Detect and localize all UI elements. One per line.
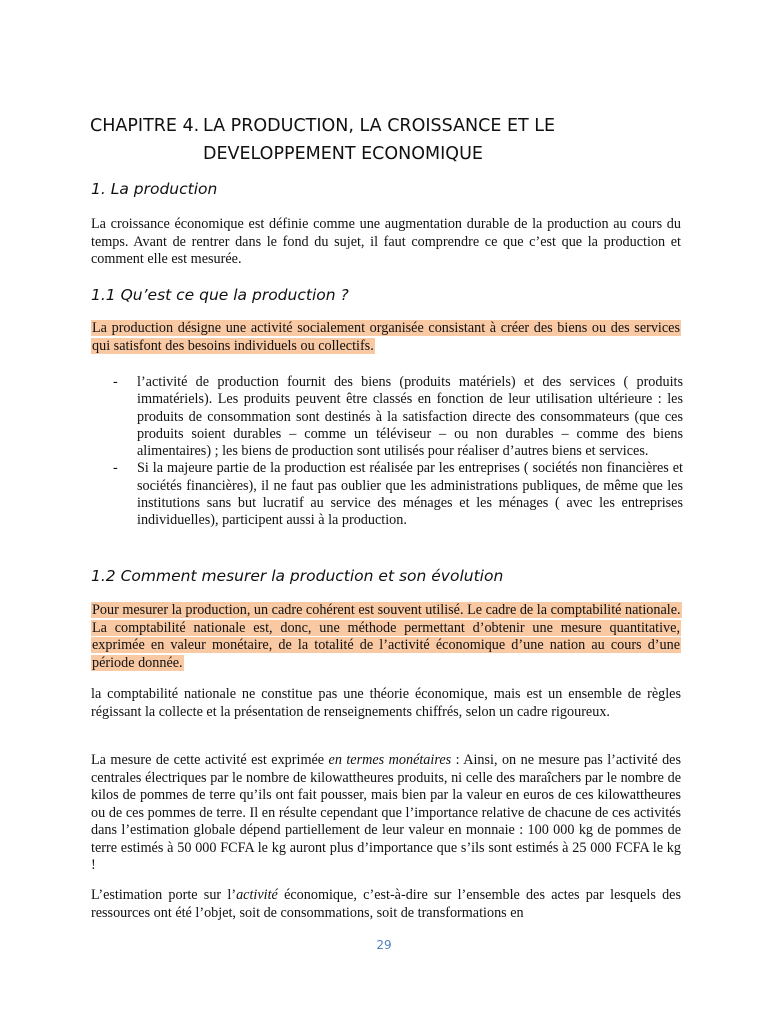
- estimation-paragraph-emphasis: activité: [236, 887, 278, 903]
- measurement-paragraph: [91, 602, 681, 672]
- accounting-paragraph: la comptabilité nationale ne constitue pas une théorie économique, mais est un ensemble de règles régissant la collecte et la présentation de renseignements chiffrés, selon un cadre rigoureux.: [91, 686, 681, 720]
- estimation-paragraph-rest: économique, c’est-à-dire sur l’ensemble des actes par lesquels des ressources ont été l’objet, soit de consommations, soit de transformations en: [91, 887, 681, 921]
- page-number: 29: [376, 938, 392, 952]
- bullet-text: Si la majeure partie de la production est réalisée par les entreprises ( sociétés non financières et sociétés financières), il ne faut pas oublier que les administrations publiques, de même que les institutions sans but lucratif au service des ménages et les ménages ( avec les entreprises individuelles), participent aussi à la production.: [137, 460, 683, 529]
- highlighted-measurement: Pour mesurer la production, un cadre cohérent est souvent utilisé. Le cadre de la comptabilité nationale. La comptabilité nationale est, donc, une méthode permettant d’obtenir une mesure quantitative, exprimée en valeur monétaire, de la totalité de l’activité économique d’une nation au cours d’une période donnée.: [92, 602, 681, 671]
- monetary-paragraph-start: La mesure de cette activité est exprimée: [91, 752, 329, 768]
- definition-paragraph: [91, 320, 681, 355]
- bullet-list: [113, 374, 683, 530]
- chapter-title: LA PRODUCTION, LA CROISSANCE ET LE DEVELOPPEMENT ECONOMIQUE: [203, 116, 556, 164]
- subsection-heading-measurement: 1.2 Comment mesurer la production et son évolution: [91, 567, 504, 585]
- list-item: [113, 460, 683, 529]
- section-heading-production: 1. La production: [91, 180, 218, 198]
- bullet-text: l’activité de production fournit des biens (produits matériels) et des services ( produits immatériels). Les produits peuvent être classés en fonction de leur utilisation ultérieure : les produits de consommation sont destinés à la satisfaction directe des consommateurs (que ces produits soient durables – comme un téléviseur – ou non durables – comme des biens alimentaires) ; les biens de production sont utilisés pour réaliser d’autres biens et services.: [137, 374, 683, 460]
- chapter-number: CHAPITRE 4.: [90, 116, 200, 136]
- estimation-paragraph-start: L’estimation porte sur l’: [91, 887, 237, 903]
- bullet-mark: -: [113, 374, 118, 390]
- intro-paragraph: La croissance économique est définie comme une augmentation durable de la production au cours du temps. Avant de rentrer dans le fond du sujet, il faut comprendre ce que c’est que la production et comment elle est mesurée.: [91, 216, 681, 267]
- bullet-mark: -: [113, 460, 118, 477]
- subsection-heading-definition: 1.1 Qu’est ce que la production ?: [91, 286, 349, 304]
- monetary-paragraph: [91, 752, 681, 875]
- monetary-paragraph-rest: : Ainsi, on ne mesure pas l’activité des centrales électriques par le nombre de kilowattheures produits, ni celle des maraîchers par le nombre de kilos de pommes de terre qu’ils ont fait pousser, mais bien par la valeur en euros de ces kilowattheures ou de ces pommes de terre. Il en résulte cependant que l’importance relative de chacune de ces activités dans l’estimation globale dépend partiellement de leur valeur en monnaie : 100 000 kg de pommes de terre estimés à 50 000 FCFA le kg auront plus d’importance que s’ils sont estimés à 25 000 FCFA le kg !: [91, 752, 681, 873]
- estimation-paragraph: [91, 887, 681, 922]
- monetary-paragraph-emphasis: en termes monétaires: [328, 752, 452, 768]
- highlighted-definition: La production désigne une activité socialement organisée consistant à créer des biens ou des services qui satisfont des besoins individuels ou collectifs.: [92, 320, 680, 354]
- list-item: [113, 374, 683, 460]
